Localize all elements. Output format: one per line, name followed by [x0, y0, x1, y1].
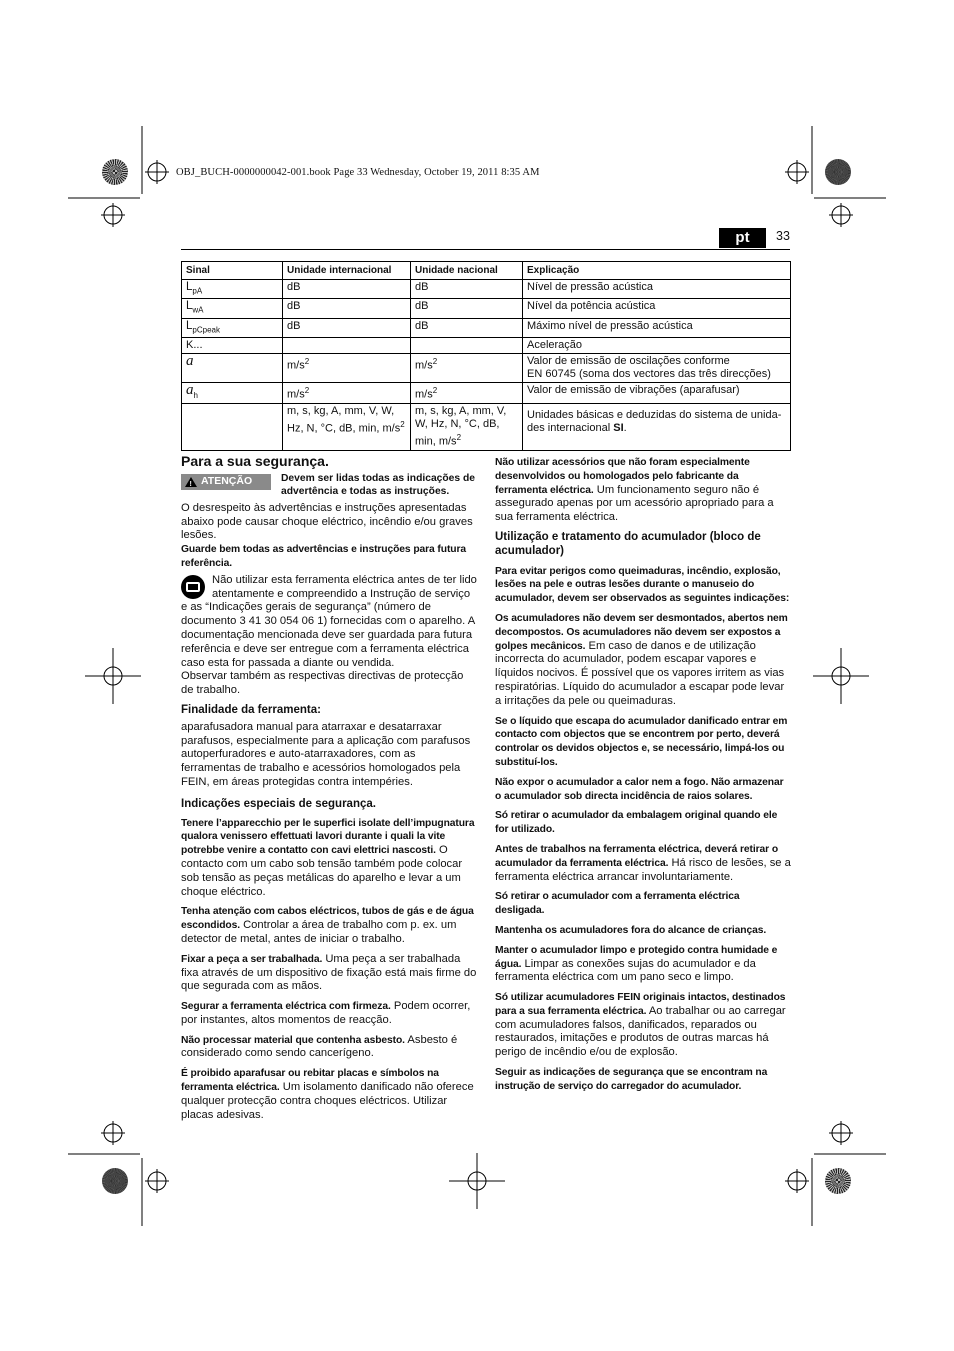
paragraph-bold: Seguir as indicações de segurança que se encontram na instrução de serviço do carregador do acumulador. [495, 1067, 768, 1092]
paragraph: Fixar a peça a ser trabalhada. Uma peça a ser trabalhada fixa através de um dispositivo de fixação está mais firme do que segurada com as mãos. [181, 952, 477, 993]
paragraph-bold: Só retirar o acumulador com a ferramenta eléctrica desligada. [495, 891, 740, 917]
cell-symbol: $L_{pA}$ [182, 280, 283, 299]
cell-exp: Nível da potência acústica [523, 299, 791, 318]
file-header-line: OBJ_BUCH-0000000042-001.book Page 33 Wednesday, October 19, 2011 8:35 AM [176, 167, 540, 178]
cell-intl: dB [283, 280, 411, 299]
table-row [182, 318, 791, 337]
cell-symbol: $L_{pCpeak}$ [182, 318, 283, 337]
paragraph: aparafusadora manual para atarraxar e desatarraxar parafusos, especialmente para a aplicação com parafusos autoperfuradores e auto-atarraxadores, com as ferramentas de trabalho e acessórios homologados pela FEIN, em áreas protegidas contra intempéries. [181, 720, 471, 788]
cell-exp: Aceleração [523, 337, 791, 353]
heading-finalidade: Finalidade da ferramenta: [181, 703, 321, 716]
warning-text: Devem ser lidas todas as indicações de advertência e todas as instruções. [281, 472, 476, 497]
paragraph: Só utilizar acumuladores FEIN originais intactos, destinados para a sua ferramenta eléctrica. Ao trabalhar ou ao carregar com acumuladores falsos, danificados, reparados ou restaurados, imitações e produtos de outras marcas há perigo de incêndio e/ou de explosão. [495, 992, 786, 1059]
registration-rosette-tl [102, 159, 128, 185]
warning-label: ATENÇÃO [201, 474, 253, 487]
cell-intl: $m/s^2$ [283, 382, 411, 403]
cell-exp: Nível de pressão acústica [523, 280, 791, 299]
paragraph-bold: Se o líquido que escapa do acumulador danificado entrar em contacto com objectos que se encontrem por perto, deverá controlar os devidos objectos e, se necessário, limpá-los ou substituí-los. [495, 715, 788, 768]
cell-intl: $m/s^2$ [283, 353, 411, 382]
cell-symbol [182, 403, 283, 450]
cell-exp: Valor de emissão de vibrações (aparafusar) [523, 382, 791, 403]
language-badge: pt [719, 228, 766, 248]
paragraph-bold: Não expor o acumulador a calor nem a fogo. Não armazenar o acumulador sob directa incidência de raios solares. [495, 776, 784, 802]
warning-triangle-icon [185, 477, 197, 487]
table-row [182, 337, 791, 353]
table-row [182, 299, 791, 318]
cell-nat: dB [411, 318, 523, 337]
table-header-row [182, 262, 791, 280]
cell-intl: dB [283, 318, 411, 337]
paragraph: O desrespeito às advertências e instruções apresentadas abaixo pode causar choque eléctrico, incêndio e/ou graves lesões. [181, 501, 473, 542]
paragraph: Segurar a ferramenta eléctrica com firmeza. Podem ocorrer, por instantes, altos momentos de reacção. [181, 1000, 471, 1026]
heading-acumulador: Utilização e tratamento do acumulador (bloco de acumulador) [495, 530, 761, 557]
cell-exp: Máximo nível de pressão acústica [523, 318, 791, 337]
registration-rosette-br [825, 1168, 851, 1194]
paragraph: Tenere l’apparecchio per le superfici isolate dell’impugnatura qualora venissero effettuati lavori durante i quali la vite potrebbe venire a contatto con cavi elettrici nascosti. O contacto com um cabo sob tensão também pode colocar sob tensão as peças metálicas do aparelho e levar a um choque eléctrico. [181, 817, 475, 898]
th-explicacao: Explicação [523, 262, 791, 280]
table-row [182, 403, 791, 450]
header-rule [181, 249, 790, 250]
cell-intl [283, 337, 411, 353]
left-column [181, 455, 477, 1128]
cell-nat: m, s, kg, A, mm, V, W, Hz, N, °C, dB, min, $m/s^2$ [411, 403, 523, 450]
cell-nat: dB [411, 280, 523, 299]
cell-exp: Unidades básicas e deduzidas do sistema de unida-des internacional SI. [523, 403, 791, 450]
cell-symbol: K... [182, 337, 283, 353]
paragraph: É proibido aparafusar ou rebitar placas e símbolos na ferramenta eléctrica. Um isolamento danificado não oferece qualquer protecção contra choques eléctricos. Utilizar placas adesivas. [181, 1068, 474, 1121]
heading-indicacoes: Indicações especiais de segurança. [181, 797, 376, 810]
paragraph: Manter o acumulador limpo e protegido contra humidade e água. Limpar as conexões sujas do acumulador e da ferramenta eléctrica com um pano seco e limpo. [495, 944, 778, 984]
paragraph-bold: Guarde bem todas as advertências e instruções para futura referência. [181, 544, 467, 569]
units-table [181, 261, 791, 451]
th-sinal: Sinal [182, 262, 283, 280]
warning-badge [181, 474, 271, 490]
cell-intl: m, s, kg, A, mm, V, W, Hz, N, °C, dB, min, $m/s^2$ [283, 403, 411, 450]
warning-block [181, 472, 477, 500]
paragraph: Antes de trabalhos na ferramenta eléctrica, deverá retirar o acumulador da ferramenta eléctrica. Há risco de lesões, se a ferramenta eléctrica arrancar involuntariamente. [495, 843, 791, 883]
paragraph-manual: Não utilizar esta ferramenta eléctrica antes de ter lido atentamente e compreendido a Instrução de serviço e as “Indicações gerais de segurança” (número de documento 3 41 30 054 06 1) fornecidas com o aparelho. A documentação mencionada deve ser guardada para futura referência e deve ser entregue com a ferramenta eléctrica caso esta for passada a diante ou vendida. [181, 573, 477, 669]
paragraph-bold: Só retirar o acumulador da embalagem original quando ele for utilizado. [495, 810, 778, 836]
cell-exp: Valor de emissão de oscilações conforme EN 60745 (soma dos vectores das três direcções) [523, 353, 791, 382]
paragraph-bold: Mantenha os acumuladores fora do alcance de crianças. [495, 924, 767, 936]
cell-symbol: $L_{wA}$ [182, 299, 283, 318]
paragraph: Não processar material que contenha asbesto. Asbesto é considerado como sendo cancerígeno. [181, 1033, 458, 1060]
cell-intl: dB [283, 299, 411, 318]
registration-rosette-tr [825, 159, 851, 185]
table-row [182, 280, 791, 299]
cell-symbol: a [182, 353, 283, 382]
paragraph: Não utilizar acessórios que não foram especialmente desenvolvidos ou homologados pelo fabricante da ferramenta eléctrica. Um funcionamento seguro não é assegurado apenas por um acessório apropriado para a sua ferramenta eléctrica. [495, 457, 774, 524]
th-unidade-nacional: Unidade nacional [411, 262, 523, 280]
table-row [182, 382, 791, 403]
paragraph: Tenha atenção com cabos eléctricos, tubos de gás e de água escondidos. Controlar a área de trabalho com p. ex. um detector de metal, antes de iniciar o trabalho. [181, 906, 474, 945]
registration-rosette-bl [102, 1168, 128, 1194]
section-title-safety: Para a sua segurança. [181, 453, 329, 469]
cell-nat: dB [411, 299, 523, 318]
cell-nat: $m/s^2$ [411, 353, 523, 382]
right-column [495, 456, 791, 1100]
th-unidade-internacional: Unidade internacional [283, 262, 411, 280]
table-row [182, 353, 791, 382]
paragraph: Observar também as respectivas directivas de protecção de trabalho. [181, 670, 464, 697]
paragraph: Os acumuladores não devem ser desmontados, abertos nem decompostos. Os acumuladores não devem ser expostos a golpes mecânicos. Em caso de danos e de utilização incorrecta do acumulador, podem escapar vapores e líquidos nocivos. É possível que os vapores irritem as vias respiratórias. Líquido do acumulador a escapar pode levar a irritações da pele ou queimaduras. [495, 612, 788, 707]
cell-symbol: $a_h$ [182, 382, 283, 403]
page-number: 33 [776, 229, 790, 243]
read-manual-icon [181, 575, 205, 599]
paragraph-bold: Para evitar perigos como queimaduras, incêndio, explosão, lesões na pele e outras lesões durante o manuseio do acumulador, devem ser observados as seguintes indicações: [495, 565, 790, 605]
cell-nat [411, 337, 523, 353]
cell-nat: $m/s^2$ [411, 382, 523, 403]
